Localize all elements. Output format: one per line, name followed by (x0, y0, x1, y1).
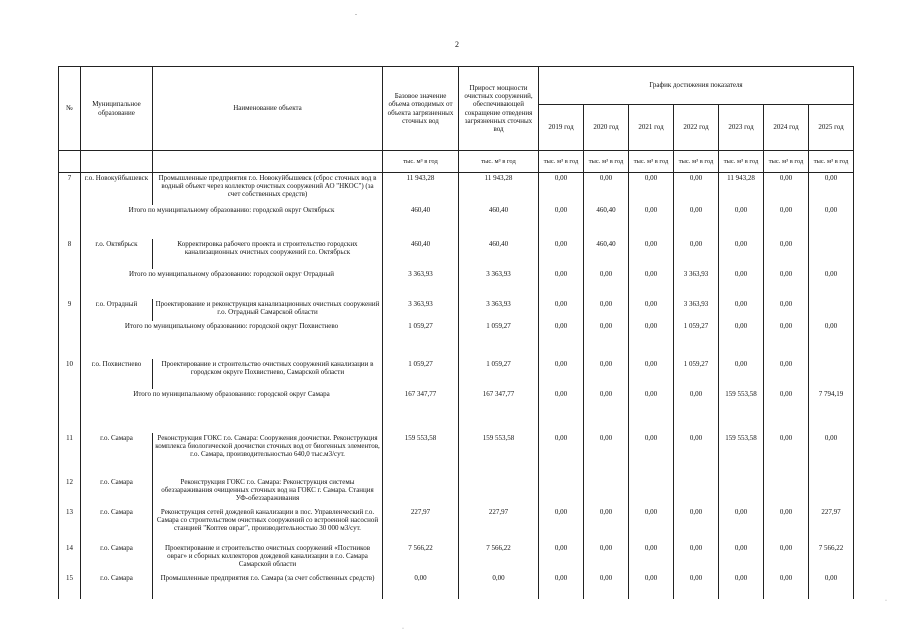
cell-base-value: 1 059,27 (383, 359, 459, 389)
cell-year-value: 159 553,58 (719, 433, 764, 477)
cell-year-value: 0,00 (764, 239, 809, 269)
cell-year-value: 0,00 (674, 205, 719, 239)
cell-year-value: 0,00 (584, 299, 629, 321)
cell-num: 14 (59, 543, 81, 573)
cell-year-value: 0,00 (719, 239, 764, 269)
cell-year-value: 0,00 (764, 573, 809, 599)
cell-year-value: 0,00 (809, 269, 854, 299)
cell-year-value (674, 477, 719, 507)
cell-num: 12 (59, 477, 81, 507)
cell-num: 10 (59, 359, 81, 389)
cell-year-value: 0,00 (719, 205, 764, 239)
cell-year-value: 159 553,58 (719, 389, 764, 433)
cell-year-value: 0,00 (764, 433, 809, 477)
cell-year-value (809, 299, 854, 321)
cell-capacity-increase: 460,40 (459, 205, 539, 239)
cell-year-value (809, 359, 854, 389)
cell-year-value: 0,00 (674, 507, 719, 543)
cell-year-value: 0,00 (584, 573, 629, 599)
cell-year-value: 0,00 (674, 173, 719, 205)
cell-year-value: 0,00 (629, 543, 674, 573)
total-label: Итого по муниципальному образованию: городской округ Самара (81, 389, 383, 433)
col-header-object-name: Наименование объекта (153, 67, 383, 151)
cell-year-value: 0,00 (809, 173, 854, 205)
cell-municipality: г.о. Самара (81, 433, 153, 477)
cell-year-value: 0,00 (809, 433, 854, 477)
cell-year-value: 0,00 (764, 543, 809, 573)
cell-year-value: 0,00 (584, 173, 629, 205)
table-row (59, 239, 854, 269)
cell-base-value: 3 363,93 (383, 299, 459, 321)
cell-year-value: 0,00 (764, 389, 809, 433)
cell-year-value: 0,00 (584, 359, 629, 389)
total-label: Итого по муниципальному образованию: городской округ Октябрьск (81, 205, 383, 239)
cell-capacity-increase (459, 477, 539, 507)
cell-year-value: 0,00 (629, 389, 674, 433)
cell-base-value: 1 059,27 (383, 321, 459, 359)
cell-object-name: Реконструкция сетей дождевой канализации в пос. Управленческий г.о. Самара со строительством очистных сооружений со встроенной насосной станцией "Коптев овраг", производительностью 30 000 м3/сут. (153, 507, 383, 543)
cell-year-value: 1 059,27 (674, 359, 719, 389)
cell-year-value: 0,00 (584, 321, 629, 359)
cell-year-value: 3 363,93 (674, 299, 719, 321)
table-row (59, 299, 854, 321)
cell-year-value: 7 794,19 (809, 389, 854, 433)
cell-year-value (719, 477, 764, 507)
cell-capacity-increase: 460,40 (459, 239, 539, 269)
cell-municipality: г.о. Октябрьск (81, 239, 153, 269)
achievement-schedule-table (58, 66, 854, 599)
cell-num: 9 (59, 299, 81, 321)
cell-base-value: 167 347,77 (383, 389, 459, 433)
table-row (59, 477, 854, 507)
cell-year-value: 0,00 (584, 543, 629, 573)
cell-year-value: 0,00 (719, 299, 764, 321)
cell-municipality: г.о. Похвистнево (81, 359, 153, 389)
cell-year-value: 0,00 (674, 389, 719, 433)
cell-object-name: Проектирование и строительство очистных сооружений канализации в городском округе Похвистнево, Самарской области (153, 359, 383, 389)
cell-year-value: 3 363,93 (674, 269, 719, 299)
cell-year-value: 0,00 (629, 269, 674, 299)
cell-year-value: 0,00 (629, 359, 674, 389)
cell-capacity-increase: 3 363,93 (459, 269, 539, 299)
cell-year-value: 7 566,22 (809, 543, 854, 573)
cell-year-value (629, 477, 674, 507)
cell-year-value (809, 477, 854, 507)
cell-municipality: г.о. Самара (81, 543, 153, 573)
cell-capacity-increase: 0,00 (459, 573, 539, 599)
cell-capacity-increase: 3 363,93 (459, 299, 539, 321)
cell-year-value: 0,00 (629, 299, 674, 321)
cell-year-value: 0,00 (629, 321, 674, 359)
cell-year-value: 0,00 (809, 205, 854, 239)
total-row (59, 205, 854, 239)
cell-year-value: 0,00 (539, 573, 584, 599)
cell-base-value: 460,40 (383, 205, 459, 239)
col-header-year: 2025 год (809, 105, 854, 151)
cell-year-value: 0,00 (539, 173, 584, 205)
col-header-year: 2019 год (539, 105, 584, 151)
col-header-schedule: График достижения показателя (539, 67, 854, 105)
cell-year-value: 0,00 (764, 321, 809, 359)
unit-label: тыс. м³ в год (383, 151, 459, 173)
cell-year-value: 227,97 (809, 507, 854, 543)
cell-year-value: 0,00 (584, 269, 629, 299)
unit-label: тыс. м³ в год (674, 151, 719, 173)
scan-mark: ˉ (355, 14, 357, 20)
unit-label: тыс. м³ в год (629, 151, 674, 173)
cell-num (59, 205, 81, 239)
cell-num: 11 (59, 433, 81, 477)
col-header-municipality: Муниципальное образование (81, 67, 153, 151)
scan-mark: · (885, 598, 887, 604)
cell-year-value: 0,00 (764, 269, 809, 299)
cell-num: 15 (59, 573, 81, 599)
cell-year-value: 0,00 (809, 573, 854, 599)
cell-year-value (584, 477, 629, 507)
col-header-num: № (59, 67, 81, 151)
cell-year-value: 0,00 (719, 269, 764, 299)
cell-capacity-increase: 7 566,22 (459, 543, 539, 573)
cell-year-value: 0,00 (764, 205, 809, 239)
cell-municipality: г.о. Отрадный (81, 299, 153, 321)
cell-base-value: 0,00 (383, 573, 459, 599)
cell-year-value: 0,00 (539, 239, 584, 269)
cell-capacity-increase: 11 943,28 (459, 173, 539, 205)
cell-year-value: 0,00 (539, 205, 584, 239)
col-header-year: 2021 год (629, 105, 674, 151)
cell-municipality: г.о. Самара (81, 573, 153, 599)
cell-capacity-increase: 167 347,77 (459, 389, 539, 433)
col-header-year: 2024 год (764, 105, 809, 151)
cell-year-value: 0,00 (629, 239, 674, 269)
cell-year-value: 0,00 (539, 389, 584, 433)
table-row (59, 173, 854, 205)
cell-object-name: Промышленные предприятия г.о. Самара (за счет собственных средств) (153, 573, 383, 599)
table-row (59, 359, 854, 389)
scan-mark: · (402, 626, 404, 632)
cell-year-value: 0,00 (629, 507, 674, 543)
cell-num (59, 321, 81, 359)
cell-base-value (383, 477, 459, 507)
cell-capacity-increase: 227,97 (459, 507, 539, 543)
cell-base-value: 460,40 (383, 239, 459, 269)
cell-num (59, 269, 81, 299)
cell-capacity-increase: 1 059,27 (459, 321, 539, 359)
cell-year-value: 0,00 (584, 433, 629, 477)
cell-num: 7 (59, 173, 81, 205)
cell-year-value: 0,00 (764, 507, 809, 543)
cell-year-value: 0,00 (809, 321, 854, 359)
unit-label: тыс. м³ в год (539, 151, 584, 173)
cell-year-value: 0,00 (584, 389, 629, 433)
cell-year-value: 0,00 (719, 359, 764, 389)
cell-num (59, 389, 81, 433)
unit-label: тыс. м³ в год (459, 151, 539, 173)
cell-year-value: 0,00 (764, 359, 809, 389)
cell-year-value: 0,00 (539, 433, 584, 477)
cell-num: 8 (59, 239, 81, 269)
cell-object-name: Проектирование и реконструкция канализационных очистных сооружений г.о. Отрадный Самарской области (153, 299, 383, 321)
total-row (59, 389, 854, 433)
col-header-capacity-increase: Прирост мощности очистных сооружений, обеспечивающей сокращение отведения загрязненных сточных вод (459, 67, 539, 151)
cell-year-value: 0,00 (674, 543, 719, 573)
cell-year-value: 0,00 (629, 573, 674, 599)
cell-year-value: 11 943,28 (719, 173, 764, 205)
cell-municipality: г.о. Самара (81, 507, 153, 543)
cell-year-value: 0,00 (719, 573, 764, 599)
cell-year-value (539, 477, 584, 507)
cell-year-value: 1 059,27 (674, 321, 719, 359)
total-row (59, 269, 854, 299)
unit-label: тыс. м³ в год (584, 151, 629, 173)
cell-year-value (809, 239, 854, 269)
cell-num: 13 (59, 507, 81, 543)
cell-year-value: 0,00 (629, 433, 674, 477)
cell-year-value: 460,40 (584, 205, 629, 239)
unit-label: тыс. м³ в год (719, 151, 764, 173)
table-row (59, 507, 854, 543)
cell-municipality: г.о. Новокуйбышевск (81, 173, 153, 205)
col-header-year: 2020 год (584, 105, 629, 151)
cell-year-value: 460,40 (584, 239, 629, 269)
table-row (59, 543, 854, 573)
cell-base-value: 159 553,58 (383, 433, 459, 477)
cell-year-value: 0,00 (539, 507, 584, 543)
cell-capacity-increase: 159 553,58 (459, 433, 539, 477)
cell-object-name: Реконструкция ГОКС г.о. Самара: Сооружения доочистки. Реконструкция комплекса биологической доочистки сточных вод от биогенных элементов, г.о. Самара, производительностью 640,0 тыс.м3/сут. (153, 433, 383, 477)
cell-year-value: 0,00 (629, 173, 674, 205)
cell-base-value: 11 943,28 (383, 173, 459, 205)
total-label: Итого по муниципальному образованию: городской округ Отрадный (81, 269, 383, 299)
table-row (59, 433, 854, 477)
cell-object-name: Реконструкция ГОКС г.о. Самара: Реконструкция системы обеззараживания очищенных сточных вод на ГОКС г. Самара. Станция УФ-обеззараживания (153, 477, 383, 507)
unit-label: тыс. м³ в год (809, 151, 854, 173)
cell-year-value: 0,00 (539, 359, 584, 389)
cell-year-value: 0,00 (539, 269, 584, 299)
cell-object-name: Проектирование и строительство очистных сооружений «Постников овраг» и сборных коллекторов дождевой канализации в г.о. Самара Самарской области (153, 543, 383, 573)
cell-base-value: 227,97 (383, 507, 459, 543)
unit-label: тыс. м³ в год (764, 151, 809, 173)
cell-base-value: 3 363,93 (383, 269, 459, 299)
cell-year-value: 0,00 (674, 573, 719, 599)
cell-year-value: 0,00 (719, 321, 764, 359)
cell-year-value: 0,00 (719, 543, 764, 573)
cell-year-value: 0,00 (539, 321, 584, 359)
cell-year-value: 0,00 (764, 299, 809, 321)
cell-municipality: г.о. Самара (81, 477, 153, 507)
cell-year-value: 0,00 (539, 299, 584, 321)
cell-object-name: Корректировка рабочего проекта и строительство городских канализационных очистных сооружений г.о. Октябрьск (153, 239, 383, 269)
cell-year-value: 0,00 (674, 433, 719, 477)
cell-year-value: 0,00 (629, 205, 674, 239)
cell-year-value: 0,00 (539, 543, 584, 573)
total-row (59, 321, 854, 359)
col-header-base-value: Базовое значение объема отводимых от объекта загрязненных сточных вод (383, 67, 459, 151)
cell-year-value: 0,00 (764, 173, 809, 205)
col-header-year: 2023 год (719, 105, 764, 151)
table-row (59, 573, 854, 599)
cell-year-value: 0,00 (584, 507, 629, 543)
cell-year-value (764, 477, 809, 507)
cell-year-value: 0,00 (674, 239, 719, 269)
cell-capacity-increase: 1 059,27 (459, 359, 539, 389)
total-label: Итого по муниципальному образованию: городской округ Похвистнево (81, 321, 383, 359)
cell-object-name: Промышленные предприятия г.о. Новокуйбышевск (сброс сточных вод в водный объект через коллектор очистных сооружений АО "НКОС") (за счет собственных средств) (153, 173, 383, 205)
cell-year-value: 0,00 (719, 507, 764, 543)
cell-base-value: 7 566,22 (383, 543, 459, 573)
col-header-year: 2022 год (674, 105, 719, 151)
page-number: 2 (455, 40, 459, 49)
